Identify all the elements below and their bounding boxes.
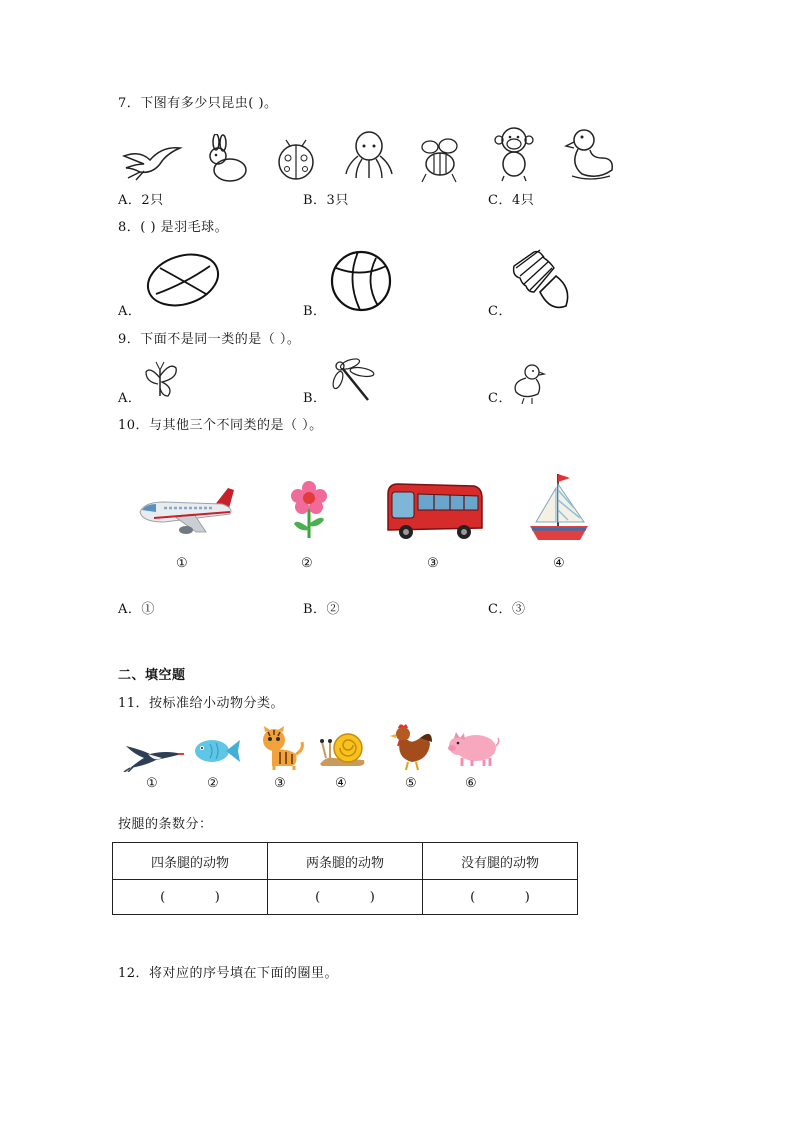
q9-option-a[interactable]: A．: [118, 391, 142, 406]
q12-stem: 12．将对应的序号填在下面的圈里。: [118, 966, 339, 981]
q11-criterion: 按腿的条数分：: [118, 817, 213, 832]
q7-stem: 7．下图有多少只昆虫( )。: [118, 96, 278, 111]
bee-icon: [416, 132, 466, 184]
monkey-icon: [490, 124, 538, 182]
q10-label-1: ①: [176, 556, 189, 571]
q8-option-a[interactable]: A．: [118, 304, 142, 319]
swallow-icon: [122, 732, 184, 772]
q10-label-2: ②: [301, 556, 314, 571]
tiger-cat-icon: [258, 726, 306, 770]
q11-label-5: ⑤: [405, 776, 418, 791]
octopus-icon: [342, 128, 396, 182]
q11-label-2: ②: [207, 776, 220, 791]
q11-label-1: ①: [146, 776, 159, 791]
answer-blank-two-legs[interactable]: ( ): [268, 880, 423, 915]
hen-icon: [388, 722, 434, 772]
flower-icon: [288, 478, 330, 540]
q10-stem: 10．与其他三个不同类的是（ ）。: [118, 418, 323, 433]
butterfly-icon: [140, 360, 180, 404]
rabbit-icon: [204, 134, 252, 184]
dragonfly-icon: [328, 356, 378, 406]
q7-option-b[interactable]: B．3只: [303, 193, 349, 208]
pig-icon: [446, 730, 500, 768]
swallow-icon: [122, 138, 184, 182]
q10-label-3: ③: [427, 556, 440, 571]
q9-option-c[interactable]: C．: [488, 391, 512, 406]
section-title: 二、填空题: [118, 668, 186, 683]
q11-label-4: ④: [335, 776, 348, 791]
q8-option-c[interactable]: C．: [488, 304, 512, 319]
basketball-icon: [328, 250, 394, 312]
chick-icon: [510, 362, 546, 404]
rugby-ball-icon: [144, 250, 222, 310]
q9-option-b[interactable]: B．: [303, 391, 327, 406]
q11-label-6: ⑥: [465, 776, 478, 791]
q11-stem: 11．按标准给小动物分类。: [118, 696, 285, 711]
table-header-two-legs: 两条腿的动物: [268, 843, 423, 880]
bus-icon: [384, 480, 484, 542]
sailboat-icon: [528, 472, 590, 544]
answer-blank-four-legs[interactable]: ( ): [113, 880, 268, 915]
q8-option-b[interactable]: B．: [303, 304, 327, 319]
table-header-no-legs: 没有腿的动物: [423, 843, 578, 880]
shuttlecock-icon: [510, 248, 576, 314]
classification-table: [112, 842, 578, 915]
snail-icon: [318, 728, 368, 768]
ladybug-icon: [274, 138, 318, 182]
q10-option-a[interactable]: A．①: [118, 602, 155, 617]
airplane-icon: [134, 482, 238, 540]
q8-stem: 8．( ) 是羽毛球。: [118, 220, 229, 235]
q10-option-c[interactable]: C．③: [488, 602, 526, 617]
answer-blank-no-legs[interactable]: ( ): [423, 880, 578, 915]
q7-option-c[interactable]: C．4只: [488, 193, 535, 208]
q11-label-3: ③: [274, 776, 287, 791]
duck-icon: [562, 124, 618, 182]
q10-label-4: ④: [553, 556, 566, 571]
q10-option-b[interactable]: B．②: [303, 602, 341, 617]
table-header-four-legs: 四条腿的动物: [113, 843, 268, 880]
q7-option-a[interactable]: A．2只: [118, 193, 164, 208]
q9-stem: 9．下面不是同一类的是（ ）。: [118, 332, 301, 347]
fish-icon: [192, 736, 242, 766]
